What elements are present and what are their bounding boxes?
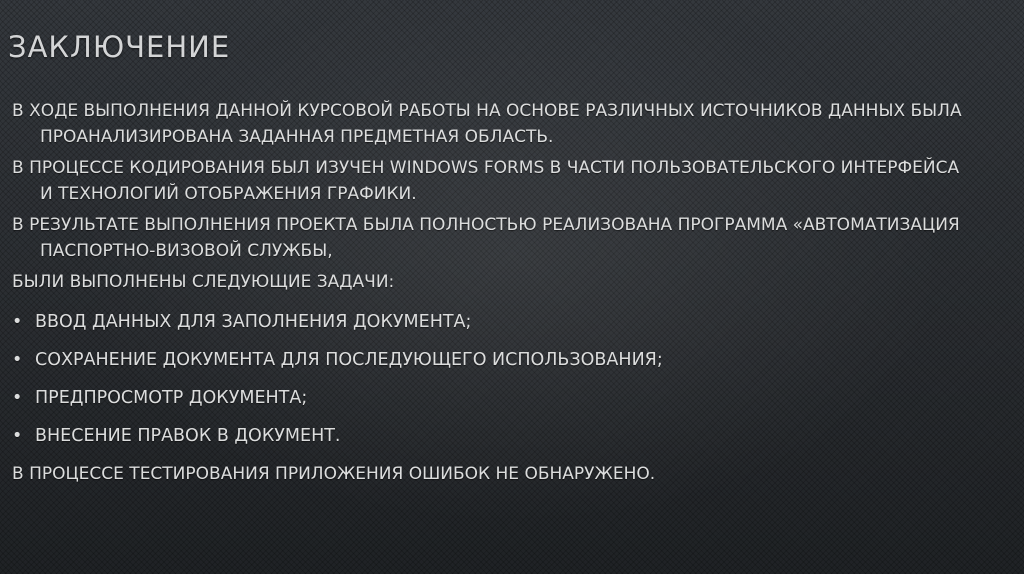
paragraph-result: В РЕЗУЛЬТАТЕ ВЫПОЛНЕНИЯ ПРОЕКТА БЫЛА ПОЛНОСТЬЮ РЕАЛИЗОВАНА ПРОГРАММА «АВТОМАТИЗАЦИЯ ПАСПОРТНО-ВИЗОВОЙ СЛУЖБЫ, [12, 215, 960, 261]
paragraph-analysis: В ХОДЕ ВЫПОЛНЕНИЯ ДАННОЙ КУРСОВОЙ РАБОТЫ НА ОСНОВЕ РАЗЛИЧНЫХ ИСТОЧНИКОВ ДАННЫХ БЫЛА ПРОАНАЛИЗИРОВАНА ЗАДАННАЯ ПРЕДМЕТНАЯ ОБЛАСТЬ. [12, 101, 962, 147]
bullet-icon: • [12, 312, 23, 332]
task-item [12, 385, 972, 411]
task-item-label: ВНЕСЕНИЕ ПРАВОК В ДОКУМЕНТ. [35, 426, 341, 446]
paragraph-coding: В ПРОЦЕССЕ КОДИРОВАНИЯ БЫЛ ИЗУЧЕН WINDOWS FORMS В ЧАСТИ ПОЛЬЗОВАТЕЛЬСКОГО ИНТЕРФЕЙСА И ТЕХНОЛОГИЙ ОТОБРАЖЕНИЯ ГРАФИКИ. [12, 158, 960, 204]
task-item-label: ВВОД ДАННЫХ ДЛЯ ЗАПОЛНЕНИЯ ДОКУМЕНТА; [35, 312, 472, 332]
bullet-icon: • [12, 388, 23, 408]
task-item-label: СОХРАНЕНИЕ ДОКУМЕНТА ДЛЯ ПОСЛЕДУЮЩЕГО ИСПОЛЬЗОВАНИЯ; [35, 350, 663, 370]
tasks-heading: БЫЛИ ВЫПОЛНЕНЫ СЛЕДУЮЩИЕ ЗАДАЧИ: [12, 272, 395, 292]
task-item [12, 309, 972, 335]
task-item [12, 423, 972, 449]
bullet-icon: • [12, 426, 23, 446]
paragraph-closing: В ПРОЦЕССЕ ТЕСТИРОВАНИЯ ПРИЛОЖЕНИЯ ОШИБОК НЕ ОБНАРУЖЕНО. [12, 464, 656, 484]
task-item-label: ПРЕДПРОСМОТР ДОКУМЕНТА; [35, 388, 308, 408]
task-item [12, 347, 972, 373]
bullet-icon: • [12, 350, 23, 370]
slide-body [12, 98, 972, 492]
slide-title: ЗАКЛЮЧЕНИЕ [8, 30, 231, 64]
